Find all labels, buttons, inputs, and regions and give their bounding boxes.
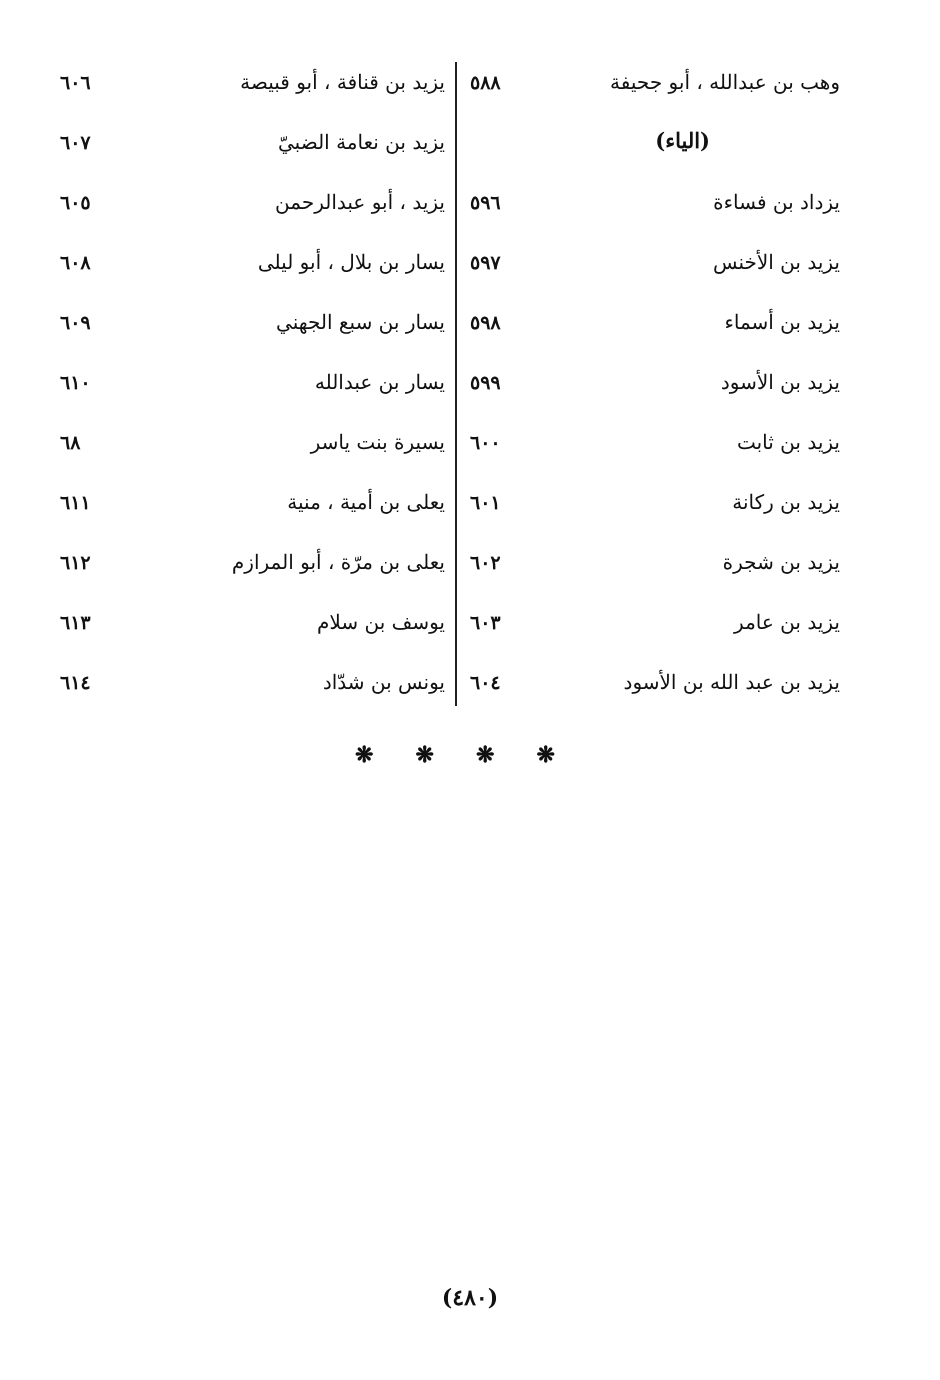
entry-number: ٦١٣	[60, 612, 91, 634]
entry-number: ٦٠٠	[470, 432, 501, 454]
entry-number: ٥٨٨	[470, 72, 501, 94]
star-icon: ❋	[476, 742, 495, 768]
entry-name: يزيد بن الأخنس	[712, 250, 840, 274]
list-item	[470, 540, 840, 600]
list-item	[60, 240, 445, 300]
column-divider	[455, 62, 457, 706]
entry-number: ٥٩٧	[470, 252, 501, 274]
right-column	[470, 60, 840, 720]
entry-number: ٦٠١	[470, 492, 501, 514]
list-item	[470, 420, 840, 480]
section-heading-row	[470, 120, 840, 180]
list-item	[470, 60, 840, 120]
entry-number: ٦١١	[60, 492, 91, 514]
entry-name: يزيد بن شجرة	[722, 550, 840, 574]
list-item	[470, 600, 840, 660]
entry-number: ٦١٢	[60, 552, 91, 574]
entry-name: يونس بن شدّاد	[322, 670, 445, 694]
entry-number: ٦٠٦	[60, 72, 91, 94]
entry-number: ٦٨	[60, 432, 81, 454]
entry-number: ٦٠٣	[470, 612, 501, 634]
star-icon: ❋	[536, 742, 555, 768]
entry-name: يزداد بن فساءة	[713, 190, 840, 214]
entry-name: يزيد بن أسماء	[724, 310, 840, 334]
entry-number: ٥٩٨	[470, 312, 501, 334]
entry-name: يسيرة بنت ياسر	[310, 430, 445, 454]
entry-name: يزيد بن عامر	[734, 610, 840, 634]
list-item	[60, 420, 445, 480]
entry-name: يزيد ، أبو عبدالرحمن	[275, 190, 445, 214]
list-item	[470, 360, 840, 420]
list-item	[60, 540, 445, 600]
entry-name: يزيد بن عبد الله بن الأسود	[623, 670, 840, 694]
entry-number: ٦٠٤	[470, 672, 501, 694]
star-icon: ❋	[415, 742, 434, 768]
entry-number: ٦٠٨	[60, 252, 91, 274]
list-item	[470, 240, 840, 300]
entry-name: يزيد بن نعامة الضبيّ	[278, 130, 445, 154]
entry-number: ٦٠٩	[60, 312, 91, 334]
star-icon: ❋	[355, 742, 374, 768]
entry-name: يزيد بن قنافة ، أبو قبيصة	[240, 70, 445, 94]
list-item	[470, 300, 840, 360]
list-item	[60, 180, 445, 240]
page-number: (٤٨٠)	[441, 1285, 499, 1311]
left-column	[60, 60, 445, 720]
entry-number: ٦٠٥	[60, 192, 91, 214]
entry-number: ٦١٤	[60, 672, 91, 694]
list-item	[470, 660, 840, 720]
entry-name: يسار بن عبدالله	[314, 370, 445, 394]
entry-name: يعلى بن أمية ، منية	[287, 490, 445, 514]
list-item	[60, 600, 445, 660]
list-item	[470, 180, 840, 240]
entry-name: يزيد بن الأسود	[720, 370, 840, 394]
list-item	[60, 660, 445, 720]
list-item	[60, 120, 445, 180]
entry-name: يوسف بن سلام	[317, 610, 445, 634]
entry-name: يسار بن سبع الجهني	[276, 310, 445, 334]
list-item	[60, 300, 445, 360]
entry-name: يسار بن بلال ، أبو ليلى	[257, 250, 445, 274]
entry-name: يعلى بن مرّة ، أبو المرازم	[231, 550, 445, 574]
list-item	[60, 480, 445, 540]
star-separator	[355, 742, 555, 768]
section-heading: (الياء)	[655, 128, 710, 153]
entry-number: ٦٠٧	[60, 132, 91, 154]
list-item	[60, 360, 445, 420]
list-item	[60, 60, 445, 120]
list-item	[470, 480, 840, 540]
entry-number: ٦١٠	[60, 372, 91, 394]
entry-number: ٦٠٢	[470, 552, 501, 574]
entry-name: وهب بن عبدالله ، أبو جحيفة	[610, 70, 840, 94]
entry-number: ٥٩٩	[470, 372, 501, 394]
entry-number: ٥٩٦	[470, 192, 501, 214]
entry-name: يزيد بن ركانة	[732, 490, 840, 514]
entry-name: يزيد بن ثابت	[736, 430, 840, 454]
